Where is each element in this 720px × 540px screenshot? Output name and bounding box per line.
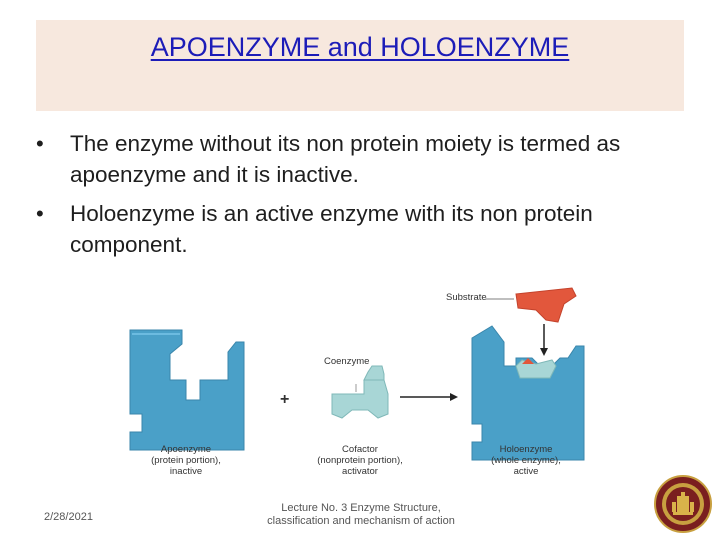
coenzyme-label: Coenzyme	[324, 356, 370, 367]
bullet-dot-icon: •	[36, 201, 44, 226]
apoenzyme-caption: Apoenzyme (protein portion), inactive	[151, 444, 221, 477]
substrate-shape	[516, 288, 576, 322]
bullet-text: Holoenzyme is an active enzyme with its non protein component.	[70, 201, 593, 257]
plus-sign: +	[280, 391, 290, 408]
holoenzyme-caption: Holoenzyme (whole enzyme), active	[491, 444, 561, 477]
bullet-list	[36, 128, 696, 268]
apoenzyme-shape	[130, 330, 244, 450]
holoenzyme-shape	[472, 326, 584, 460]
bullet-item	[36, 198, 696, 260]
footer-lecture: Lecture No. 3 Enzyme Structure, classification and mechanism of action	[267, 502, 455, 527]
footer-date: 2/28/2021	[44, 511, 93, 523]
title-box	[36, 20, 684, 111]
bullet-item	[36, 128, 696, 190]
bullet-text: The enzyme without its non protein moiety is termed as apoenzyme and it is inactive.	[70, 131, 621, 187]
bullet-dot-icon: •	[36, 131, 44, 156]
enzyme-figure	[120, 282, 590, 488]
substrate-label: Substrate	[446, 292, 487, 303]
slide-title: APOENZYME and HOLOENZYME	[150, 32, 570, 62]
cofactor-shape	[332, 380, 388, 418]
university-seal-icon	[653, 474, 713, 534]
coenzyme-shape	[364, 366, 384, 380]
cofactor-caption: Cofactor (nonprotein portion), activator	[317, 444, 403, 477]
